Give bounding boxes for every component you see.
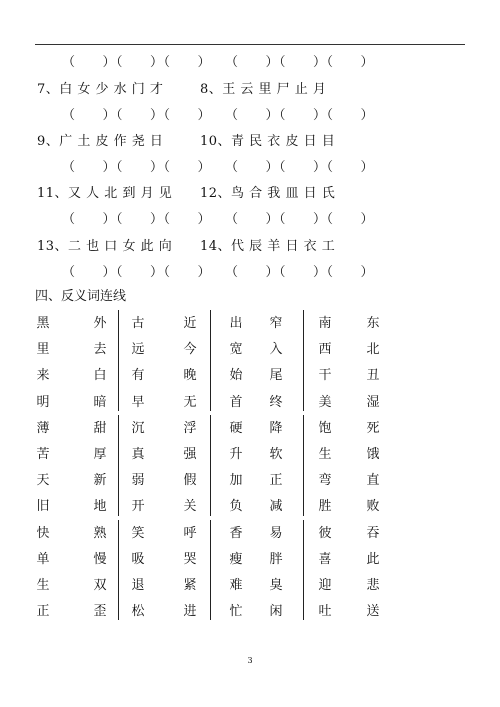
column-divider [303,415,304,516]
blank-parens-right: （ ）（ ）（ ） [225,212,375,227]
antonym-char: 迎 [318,578,332,593]
column-divider [303,310,304,411]
antonym-char: 干 [318,368,332,384]
antonym-char: 此 [366,551,380,567]
antonym-char: 降 [269,420,283,436]
antonym-char: 北 [366,342,380,358]
antonym-char: 减 [269,499,283,515]
antonym-char: 地 [93,499,107,515]
antonym-char: 生 [36,578,50,593]
antonym-char: 始 [229,368,243,384]
antonym-char: 天 [36,473,50,489]
antonym-char: 悲 [366,578,380,593]
antonym-char: 闲 [269,604,283,620]
blank-parens-left: （ ）（ ）（ ） [62,108,212,123]
antonym-char: 南 [318,316,332,331]
antonym-char: 臭 [269,578,283,593]
antonym-char: 远 [131,342,145,358]
exercise-right: 14、代 辰 羊 日 衣 工 [200,239,336,254]
blank-parens-left: （ ）（ ）（ ） [62,265,212,280]
exercise-left: 9、广 土 皮 作 尧 日 [37,134,164,149]
antonym-char: 软 [269,447,283,462]
antonym-char: 饱 [318,420,332,436]
exercise-right: 8、王 云 里 尸 止 月 [200,82,327,97]
exercise-left: 7、白 女 少 水 门 才 [37,82,164,97]
antonym-char: 瘦 [229,551,243,567]
antonym-char: 难 [229,578,243,593]
antonym-char: 旧 [36,499,50,515]
antonym-char: 白 [93,368,107,384]
antonym-char: 湿 [366,394,380,410]
antonym-char: 喜 [318,551,332,567]
blank-parens-left: （ ）（ ）（ ） [62,212,212,227]
column-divider [303,520,304,621]
antonym-char: 正 [269,473,283,489]
antonym-char: 送 [366,604,380,620]
column-divider [210,310,211,411]
antonym-char: 来 [36,368,50,384]
antonym-char: 松 [131,604,145,620]
antonym-char: 无 [183,394,197,410]
antonym-char: 生 [318,447,332,462]
antonym-char: 宽 [229,342,243,358]
antonym-char: 呼 [183,525,197,541]
antonym-char: 熟 [93,525,107,541]
exercise-right: 12、鸟 合 我 皿 日 氏 [200,186,336,201]
antonym-char: 外 [93,316,107,331]
antonym-char: 正 [36,604,50,620]
antonym-char: 关 [183,499,197,515]
antonym-char: 真 [131,447,145,462]
antonym-char: 开 [131,499,145,515]
column-divider [210,415,211,516]
antonym-char: 今 [183,342,197,358]
antonym-char: 紧 [183,578,197,593]
antonym-char: 里 [36,342,50,358]
blank-parens-right: （ ）（ ）（ ） [225,160,375,175]
antonym-char: 新 [93,473,107,489]
antonym-char: 东 [366,316,380,331]
antonym-char: 丑 [366,368,380,384]
antonym-char: 甜 [93,420,107,436]
antonym-char: 吐 [318,604,332,620]
antonym-char: 假 [183,473,197,489]
antonym-char: 晚 [183,368,197,384]
antonym-char: 弯 [318,473,332,489]
antonym-char: 早 [131,394,145,410]
antonym-char: 胖 [269,551,283,567]
blank-parens-left: （ ）（ ）（ ） [62,55,212,70]
antonym-char: 忙 [229,604,243,620]
antonym-char: 哭 [183,551,197,567]
antonym-char: 近 [183,316,197,331]
antonym-char: 去 [93,342,107,358]
blank-parens-right: （ ）（ ）（ ） [225,108,375,123]
antonym-char: 出 [229,316,243,331]
antonym-char: 浮 [183,420,197,436]
antonym-char: 尾 [269,368,283,384]
antonym-char: 强 [183,447,197,462]
antonym-char: 单 [36,551,50,567]
antonym-char: 双 [93,578,107,593]
antonym-char: 弱 [131,473,145,489]
antonym-char: 直 [366,473,380,489]
antonym-char: 香 [229,525,243,541]
antonym-char: 苦 [36,447,50,462]
antonym-char: 笑 [131,525,145,541]
antonym-char: 退 [131,578,145,593]
blank-parens-right: （ ）（ ）（ ） [225,265,375,280]
antonym-char: 加 [229,473,243,489]
page-number: 3 [247,656,253,665]
column-divider [118,520,119,621]
antonym-char: 沉 [131,420,145,436]
antonym-char: 入 [269,342,283,358]
antonym-char: 升 [229,447,243,462]
column-divider [118,310,119,411]
exercise-right: 10、青 民 衣 皮 日 目 [200,134,336,149]
antonym-char: 进 [183,604,197,620]
column-divider [118,415,119,516]
antonym-char: 薄 [36,420,50,436]
antonym-char: 终 [269,394,283,410]
top-rule [35,44,465,45]
antonym-char: 快 [36,525,50,541]
section-title: 四、反义词连线 [35,289,127,304]
antonym-char: 硬 [229,420,243,436]
antonym-char: 饿 [366,447,380,462]
antonym-char: 彼 [318,525,332,541]
antonym-char: 负 [229,499,243,515]
exercise-left: 11、又 人 北 到 月 见 [37,186,173,201]
antonym-char: 明 [36,394,50,410]
antonym-char: 死 [366,420,380,436]
antonym-char: 歪 [93,604,107,620]
antonym-char: 厚 [93,447,107,462]
antonym-char: 吸 [131,551,145,567]
antonym-char: 首 [229,394,243,410]
antonym-char: 吞 [366,525,380,541]
antonym-char: 胜 [318,499,332,515]
antonym-char: 有 [131,368,145,384]
antonym-char: 易 [269,525,283,541]
antonym-char: 黑 [36,316,50,331]
antonym-char: 西 [318,342,332,358]
blank-parens-right: （ ）（ ）（ ） [225,55,375,70]
antonym-char: 慢 [93,551,107,567]
antonym-char: 败 [366,499,380,515]
antonym-char: 古 [131,316,145,331]
antonym-char: 窄 [269,316,283,331]
antonym-char: 美 [318,394,332,410]
column-divider [210,520,211,621]
blank-parens-left: （ ）（ ）（ ） [62,160,212,175]
exercise-left: 13、二 也 口 女 此 向 [37,239,173,254]
antonym-char: 暗 [93,394,107,410]
